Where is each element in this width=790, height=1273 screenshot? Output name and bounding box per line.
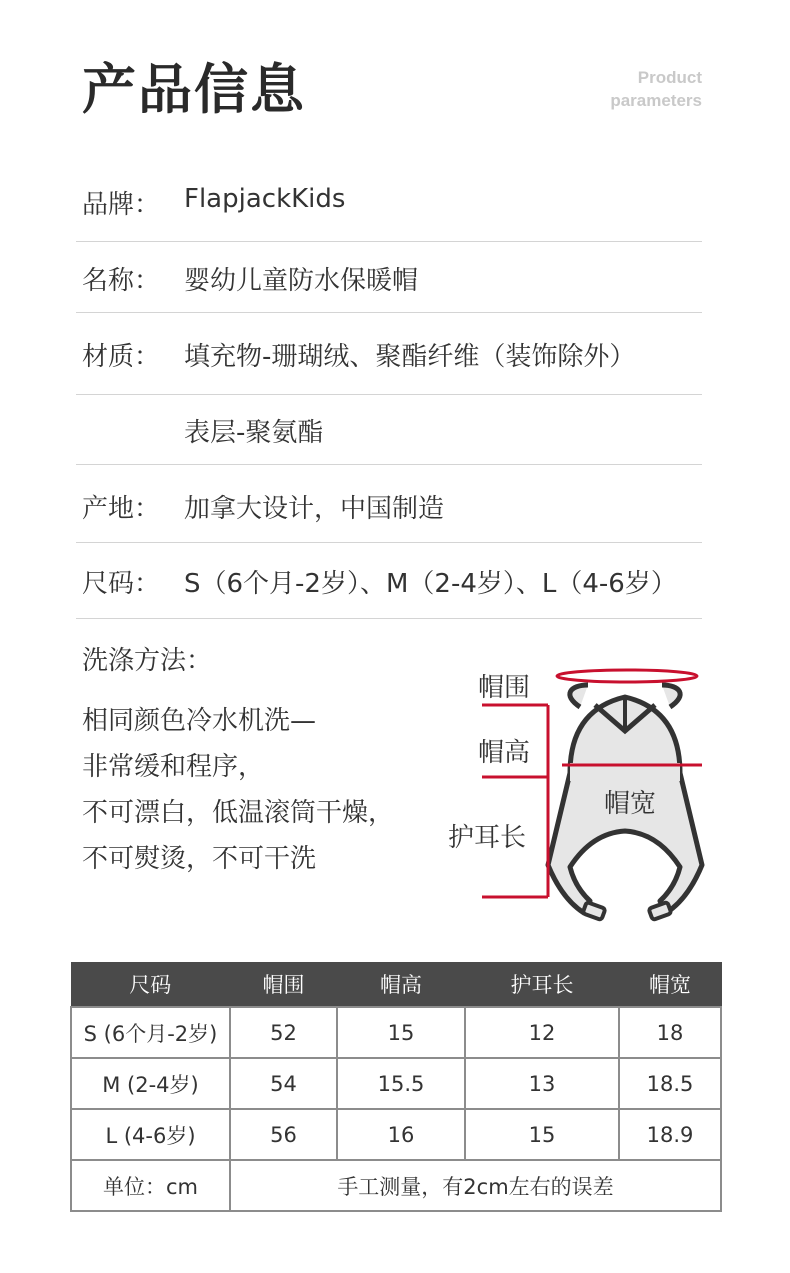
- subtitle-line-1: Product: [637, 68, 702, 87]
- washing-line: 不可漂白，低温滚筒干燥，: [82, 798, 395, 828]
- table-cell: 12: [465, 1007, 619, 1058]
- info-row-material: [76, 336, 702, 395]
- info-row-brand: [76, 184, 702, 242]
- table-header-cell: 护耳长: [465, 962, 619, 1007]
- size-value: S（6个月-2岁）、M（2-4岁）、L（4-6岁）: [184, 569, 677, 599]
- name-value: 婴幼儿童防水保暖帽: [184, 266, 419, 296]
- material-value-2: 表层-聚氨酯: [184, 418, 324, 448]
- info-row-material-2: [76, 412, 702, 465]
- size-table: [70, 962, 722, 1212]
- table-cell: M (2-4岁): [71, 1058, 230, 1109]
- page-title: 产品信息: [82, 58, 306, 121]
- name-label: 名称：: [82, 266, 161, 296]
- table-cell: 18.9: [619, 1109, 721, 1160]
- table-cell: S (6个月-2岁): [71, 1007, 230, 1058]
- table-cell: 18: [619, 1007, 721, 1058]
- table-cell: 56: [230, 1109, 337, 1160]
- table-cell: 15.5: [337, 1058, 465, 1109]
- washing-line: 非常缓和程序，: [82, 752, 265, 782]
- washing-title: 洗涤方法：: [82, 646, 213, 676]
- table-cell: L (4-6岁): [71, 1109, 230, 1160]
- diagram-label-circumference: 帽围: [478, 673, 531, 703]
- diagram-label-height: 帽高: [478, 738, 531, 768]
- origin-label: 产地：: [82, 494, 161, 524]
- diagram-label-width: 帽宽: [604, 789, 657, 819]
- table-header-row: [71, 962, 721, 1007]
- measurement-note: 手工测量，有2cm左右的误差: [230, 1160, 721, 1211]
- diagram-label-earflap: 护耳长: [448, 823, 527, 853]
- subtitle-line-2: parameters: [610, 91, 702, 110]
- page-subtitle: [610, 66, 702, 112]
- table-cell: 15: [465, 1109, 619, 1160]
- brand-label: 品牌：: [82, 190, 161, 220]
- table-cell: 54: [230, 1058, 337, 1109]
- size-label: 尺码：: [82, 569, 161, 599]
- table-cell: 16: [337, 1109, 465, 1160]
- info-row-size: [76, 563, 702, 619]
- washing-line: 相同颜色冷水机洗—: [82, 706, 317, 736]
- table-cell: 18.5: [619, 1058, 721, 1109]
- origin-value: 加拿大设计，中国制造: [184, 494, 445, 524]
- info-row-origin: [76, 488, 702, 543]
- material-label: 材质：: [82, 342, 161, 372]
- table-footer-row: [71, 1160, 721, 1211]
- table-header-cell: 帽宽: [619, 962, 721, 1007]
- table-cell: 52: [230, 1007, 337, 1058]
- info-row-name: [76, 260, 702, 313]
- washing-line: 不可熨烫，不可干洗: [82, 844, 317, 874]
- table-header-cell: 帽围: [230, 962, 337, 1007]
- unit-label: 单位：cm: [71, 1160, 230, 1211]
- table-header-cell: 尺码: [71, 962, 230, 1007]
- table-row: [71, 1058, 721, 1109]
- brand-value: FlapjackKids: [184, 184, 346, 214]
- table-header-cell: 帽高: [337, 962, 465, 1007]
- table-row: [71, 1007, 721, 1058]
- material-value-1: 填充物-珊瑚绒、聚酯纤维（装饰除外）: [184, 342, 636, 372]
- table-cell: 15: [337, 1007, 465, 1058]
- table-row: [71, 1109, 721, 1160]
- table-cell: 13: [465, 1058, 619, 1109]
